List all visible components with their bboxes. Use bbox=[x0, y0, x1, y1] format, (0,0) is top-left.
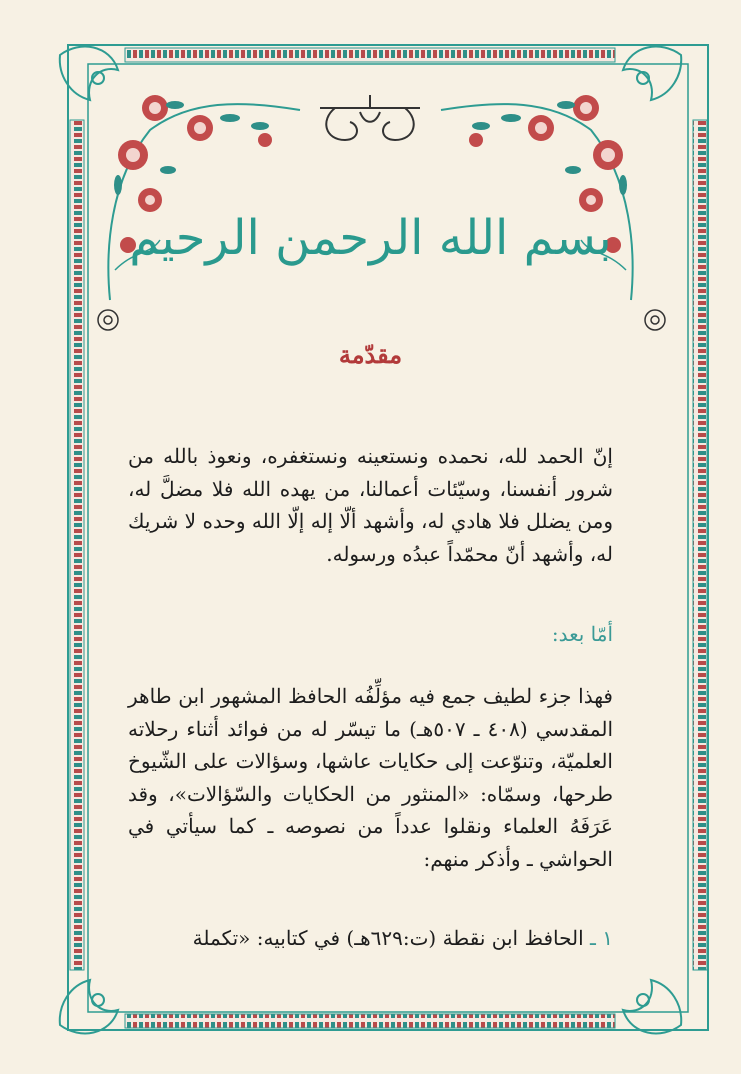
paragraph-main: فهذا جزء لطيف جمع فيه مؤلِّفُه الحافظ المشهور ابن طاهر المقدسي (٤٠٨ ـ ٥٠٧هـ) ما تيسّر له من فوائد أثناء رحلاته العلميّة، وتنوّعت إلى حكايات عاشها، وسؤالات على الشّيوخ طرحها، وسمّاه: «المنثور من الحكايات والسّؤالات»، وقد عَرَفَهُ العلماء ونقلوا عدداً من نصوصه ـ كما سيأتي في الحواشي ـ وأذكر منهم: bbox=[128, 684, 613, 871]
paragraph-opening: إنّ الحمد لله، نحمده ونستعينه ونستغفره، ونعوذ بالله من شرور أنفسنا، وسيّئات أعمالنا، من يهده الله فلا مضلَّ له، ومن يضلل فلا هادي له، وأشهد ألّا إله إلّا الله وحده لا شريك له، وأشهد أنّ محمّداً عبدُه ورسوله. bbox=[128, 444, 613, 566]
section-title: مقدّمة bbox=[338, 340, 403, 369]
list-item-text: الحافظ ابن نقطة (ت:٦٢٩هـ) في كتابيه: «تكملة bbox=[192, 926, 584, 950]
corner-ornament-bottom-right bbox=[623, 980, 681, 1033]
paragraph-amma-bad: أمّا بعد: bbox=[551, 622, 613, 646]
corner-ornament-top-right bbox=[623, 47, 681, 100]
center-scroll-ornament bbox=[320, 95, 420, 140]
list-item bbox=[128, 926, 613, 950]
list-item-number: ١ ـ bbox=[590, 926, 613, 950]
bismillah-calligraphy: بسم الله الرحمن الرحيم bbox=[129, 210, 612, 266]
